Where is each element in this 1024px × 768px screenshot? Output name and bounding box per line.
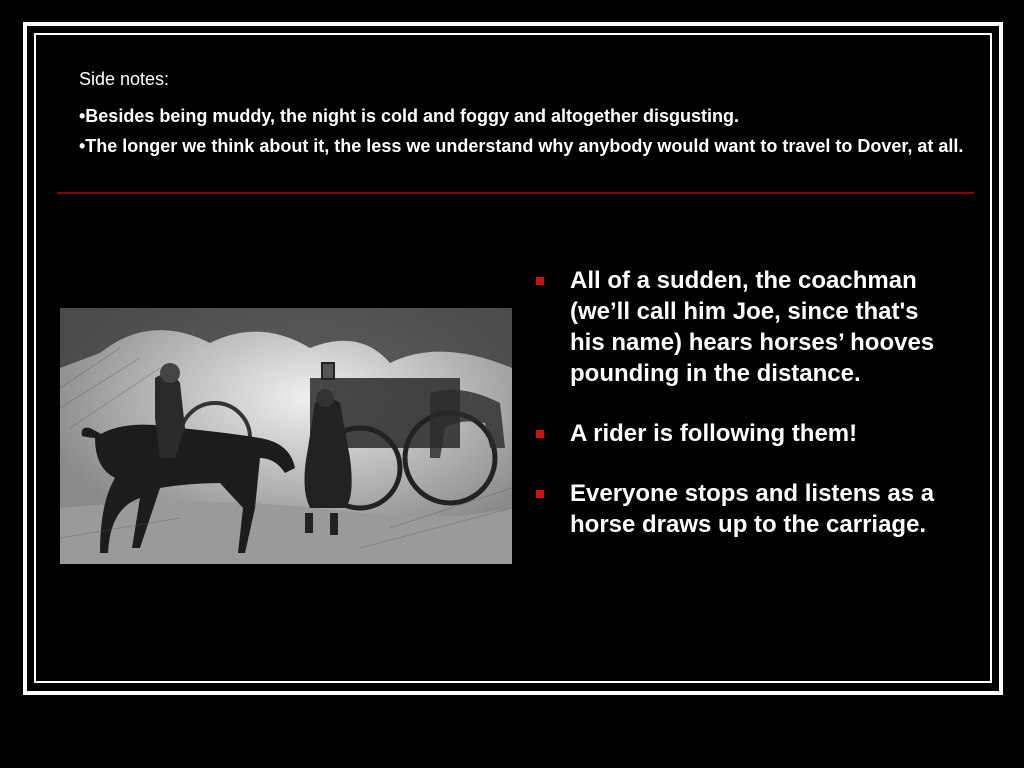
engraving-illustration — [60, 308, 512, 564]
bullet-text-3: Everyone stops and listens as a horse draws up to the carriage. — [570, 480, 935, 538]
bullet-item — [536, 418, 956, 449]
bullet-text-1: All of a sudden, the coachman (we’ll call him Joe, since that's his name) hears horses’ hooves pounding in the distance. — [570, 267, 935, 387]
bullet-marker — [536, 490, 544, 498]
side-notes — [79, 68, 979, 162]
bullet-item — [536, 265, 956, 389]
side-notes-title: Side notes: — [79, 69, 170, 89]
bullet-marker — [536, 430, 544, 438]
bullet-marker — [536, 277, 544, 285]
engraving-image — [60, 308, 512, 564]
bullet-item — [536, 478, 956, 540]
side-note-1: •Besides being muddy, the night is cold and foggy and altogether disgusting. — [79, 106, 740, 126]
bullet-text-2: A rider is following them! — [570, 420, 858, 447]
side-note-2: •The longer we think about it, the less we understand why anybody would want to travel to Dover, at all. — [79, 136, 964, 156]
bullet-list — [536, 265, 956, 569]
divider-rule — [57, 192, 974, 194]
